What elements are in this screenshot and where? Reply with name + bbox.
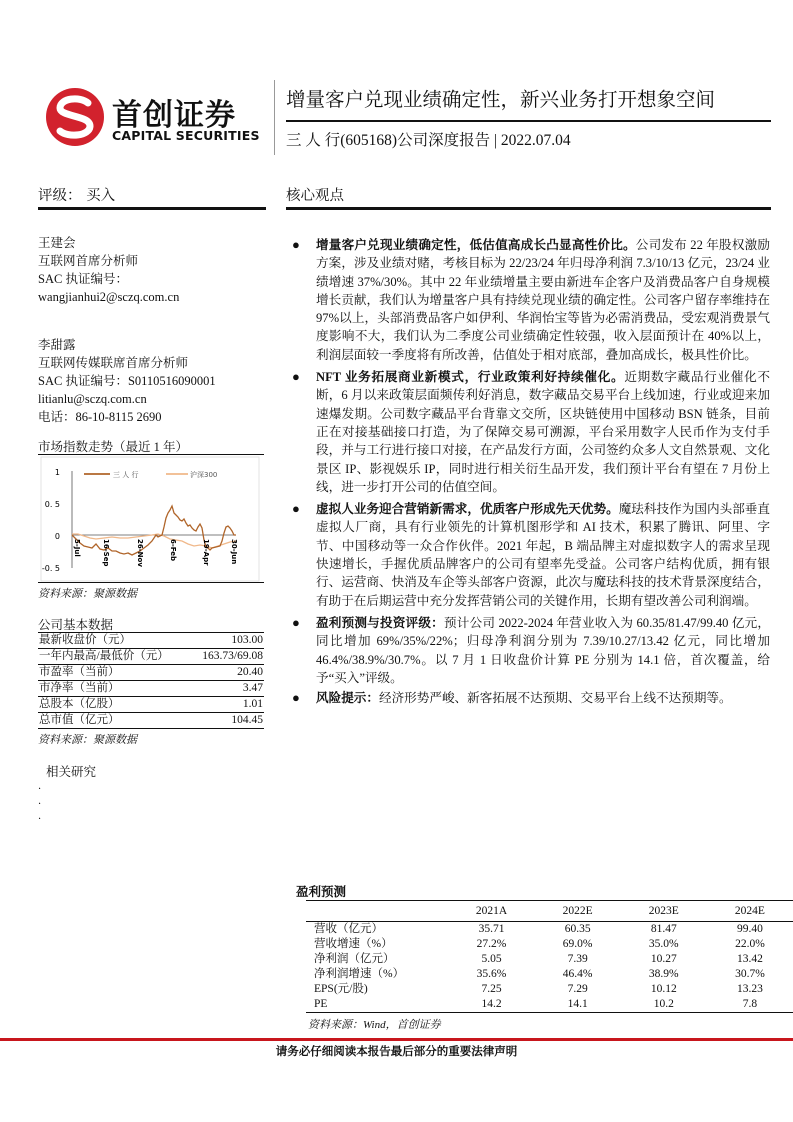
table-row bbox=[38, 713, 264, 729]
table-row bbox=[38, 697, 264, 713]
cell: 14.2 bbox=[448, 997, 534, 1013]
bullet-item bbox=[290, 500, 770, 610]
row-label: 营收（亿元） bbox=[314, 923, 383, 935]
rating-value: 买入 bbox=[86, 188, 116, 204]
bullet-dot-icon: ● bbox=[292, 501, 300, 517]
svg-text:19-Apr: 19-Apr bbox=[202, 539, 210, 566]
row-label: 净利润（亿元） bbox=[314, 953, 395, 965]
cell: 7.39 bbox=[567, 953, 588, 965]
cell: 35.0% bbox=[648, 938, 679, 950]
bullet-text: 经济形势严峻、新客拓展不达预期、交易平台上线不达预期等。 bbox=[378, 691, 732, 706]
cell: 35.6% bbox=[476, 968, 507, 980]
basic-data-table bbox=[38, 632, 264, 729]
cell: 81.47 bbox=[650, 923, 677, 935]
bullet-heading: 盈利预测与投资评级： bbox=[316, 615, 444, 630]
bullet-text: 魔珐科技作为国内头部垂直虚拟人厂商，具有行业领先的计算机图形学和 AI 技术，积累了腾讯、阿里、字节、中国移动等一众合作伙伴。2021 年起，B 端品牌主对虚拟数字人的需求呈现快速增长，手握优质品牌客户的公司有望率先受益。公司客户结构优质，拥有银行、运营商、快消及车企等头部客户资源，此次与魔珐科技的技术背景深度结合，有助于在后期运营中充分发挥营销公司的关键作用，长期有望改善公司利润端。 bbox=[316, 502, 771, 608]
bullet-item bbox=[290, 368, 770, 496]
cell: 10.27 bbox=[650, 953, 677, 965]
row-label: EPS(元/股) bbox=[314, 983, 368, 995]
row-label: 市净率（当前） bbox=[38, 681, 191, 697]
chart-source: 资料来源：聚源数据 bbox=[38, 588, 137, 600]
analyst-email[interactable]: wangjianhui2@sczq.com.cn bbox=[38, 290, 180, 304]
capital-securities-logo-icon bbox=[44, 86, 106, 148]
bullet-text: 公司发布 22 年股权激励方案，涉及业绩对赌，考核目标为 22/23/24 年归母净利润 7.3/10/13 亿元，23/24 业绩增速 37%/30%。其中 22 年业绩增量主要由新进车企客户及消费品客户自身规模增长贡献，我们认为增量客户具有持续兑现业绩的确定性。公司客户留存率维持在 97%以上，头部消费品客户如伊利、华润怡宝等皆为必需消费品，受宏观消费景气度影响不大，我们认为二季度公司业绩确定性较强，收入层面预计在 40%以上，利润层面较一季度将有所改善，估值处于相对底部，叠加高成长，极具性价比。 bbox=[316, 238, 771, 362]
row-value: 103.00 bbox=[191, 633, 264, 649]
svg-text:16-Sep: 16-Sep bbox=[102, 539, 110, 567]
row-label: 净利润增速（%） bbox=[314, 968, 405, 980]
row-label: 营收增速（%） bbox=[314, 938, 393, 950]
title-rule bbox=[286, 120, 771, 122]
cell: 7.25 bbox=[481, 983, 502, 995]
column-header bbox=[306, 901, 448, 922]
cell: 7.8 bbox=[707, 997, 793, 1013]
svg-text:0. 5: 0. 5 bbox=[44, 500, 60, 509]
bullet-dot-icon: ● bbox=[292, 369, 300, 385]
bullet-dot-icon: ● bbox=[292, 690, 300, 706]
analyst-sac: SAC 执证编号： bbox=[38, 272, 128, 286]
bullet-heading: 增量客户兑现业绩确定性，低估值高成长凸显高性价比。 bbox=[316, 238, 636, 252]
header-divider bbox=[274, 80, 275, 155]
bullet-heading: 风险提示： bbox=[316, 691, 379, 706]
table-row bbox=[306, 982, 793, 997]
analyst-name: 李甜露 bbox=[38, 338, 76, 352]
svg-text:5-Jul: 5-Jul bbox=[73, 539, 81, 557]
table-row bbox=[306, 952, 793, 967]
table-row bbox=[306, 937, 793, 952]
cell: 5.05 bbox=[481, 953, 502, 965]
row-label: PE bbox=[306, 997, 448, 1013]
analyst-sac: SAC 执证编号：S0110516090001 bbox=[38, 374, 216, 388]
cell: 14.1 bbox=[535, 997, 621, 1013]
footer-rule bbox=[0, 1038, 793, 1041]
cell: 69.0% bbox=[562, 938, 593, 950]
row-value: 20.40 bbox=[191, 665, 264, 681]
cell: 46.4% bbox=[562, 968, 593, 980]
column-header: 2021A bbox=[448, 901, 534, 922]
svg-text:三 人 行: 三 人 行 bbox=[113, 471, 139, 479]
row-value: 104.45 bbox=[191, 713, 264, 729]
forecast-source: 资料来源：Wind，首创证券 bbox=[308, 1019, 441, 1031]
analyst-phone: 电话：86-10-8115 2690 bbox=[38, 410, 162, 424]
cell: 22.0% bbox=[735, 938, 765, 950]
bullet-item bbox=[290, 689, 770, 707]
cell: 60.35 bbox=[564, 923, 591, 935]
row-value: 1.01 bbox=[191, 697, 264, 713]
svg-text:0: 0 bbox=[54, 532, 60, 541]
row-value: 163.73/69.08 bbox=[191, 649, 264, 665]
analyst-2 bbox=[38, 336, 216, 426]
cell: 13.23 bbox=[736, 983, 763, 995]
logo-english-name: CAPITAL SECURITIES bbox=[112, 128, 260, 143]
bullet-text: 预计公司 2022-2024 年营业收入为 60.35/81.47/99.40 亿元，同比增加 69%/35%/22%；归母净利润分别为 7.39/10.27/13.42 亿元，同比增加 46.4%/38.9%/30.7%。以 7 月 1 日收盘价计算 PE 分别为 14.1 倍，首次覆盖，给予“买入”评级。 bbox=[316, 615, 771, 685]
analyst-email[interactable]: litianlu@sczq.com.cn bbox=[38, 392, 147, 406]
cell: 38.9% bbox=[648, 968, 679, 980]
cell: 99.40 bbox=[736, 923, 763, 935]
column-header: 2023E bbox=[621, 901, 707, 922]
market-trend-chart bbox=[38, 454, 264, 583]
core-view-bullets bbox=[290, 236, 770, 707]
svg-text:1: 1 bbox=[54, 468, 60, 477]
bullet-heading: NFT 业务拓展商业新模式，行业政策利好持续催化。 bbox=[316, 370, 625, 385]
svg-text:6-Feb: 6-Feb bbox=[169, 539, 177, 562]
analyst-1 bbox=[38, 234, 179, 306]
analyst-role: 互联网首席分析师 bbox=[38, 254, 139, 268]
bullet-text: 近期数字藏品行业催化不断，6 月以来政策层面频传利好消息，数字藏品交易平台上线加速，行业或迎来加速爆发期。公司数字藏品平台背靠文交所，区块链使用中国移动 BSN 链条，目前正在对接基础接口打造，为了保障交易可溯源，平台采用数字人民币作为支付手段，并与工行进行接口对接，在产品发行方面，公司签约众多人文自然景观、文化景区 IP、影视娱乐 IP，同时进行相关衍生品开发，我们预计平台有望在 7 月份上线，进一步打开公司的估值空间。 bbox=[316, 370, 771, 494]
analyst-name: 王建会 bbox=[38, 236, 76, 250]
column-header: 2024E bbox=[707, 901, 793, 922]
cell: 10.12 bbox=[650, 983, 677, 995]
related-item[interactable]: · bbox=[38, 799, 42, 810]
cell: 10.2 bbox=[621, 997, 707, 1013]
chart-title: 市场指数走势（最近 1 年） bbox=[38, 440, 189, 454]
row-label: 总市值（亿元） bbox=[38, 713, 191, 729]
report-subtitle: 三 人 行(605168)公司深度报告 | 2022.07.04 bbox=[286, 132, 571, 149]
report-title: 增量客户兑现业绩确定性，新兴业务打开想象空间 bbox=[286, 88, 716, 111]
rating-label: 评级： bbox=[38, 188, 82, 204]
row-value: 3.47 bbox=[191, 681, 264, 697]
rating bbox=[38, 184, 115, 205]
cell: 35.71 bbox=[478, 923, 505, 935]
forecast-title: 盈利预测 bbox=[296, 884, 347, 899]
related-item[interactable]: · bbox=[38, 784, 42, 795]
forecast-table bbox=[306, 900, 793, 1013]
basic-data-title: 公司基本数据 bbox=[38, 618, 114, 632]
bullet-dot-icon: ● bbox=[292, 237, 300, 252]
logo-chinese-name: 首创证券 bbox=[112, 98, 236, 133]
svg-text:-0. 5: -0. 5 bbox=[41, 564, 60, 573]
table-header-row bbox=[306, 901, 793, 922]
table-row bbox=[38, 681, 264, 697]
svg-text:26-Nov: 26-Nov bbox=[136, 539, 144, 567]
core-view-title: 核心观点 bbox=[286, 188, 344, 204]
cell: 7.29 bbox=[567, 983, 588, 995]
company-logo bbox=[44, 84, 264, 150]
core-view-rule bbox=[286, 207, 771, 210]
chart-bottom-rule bbox=[38, 582, 264, 583]
row-label: 总股本（亿股） bbox=[38, 697, 191, 713]
rating-rule bbox=[38, 207, 266, 210]
bullet-heading: 虚拟人业务迎合营销新需求，优质客户形成先天优势。 bbox=[316, 502, 619, 517]
line-chart bbox=[38, 455, 264, 583]
related-item[interactable]: · bbox=[38, 814, 42, 825]
related-research-title: 相关研究 bbox=[46, 765, 97, 779]
row-label: 一年内最高/最低价（元） bbox=[38, 649, 191, 665]
cell: 30.7% bbox=[735, 968, 765, 980]
row-label: 最新收盘价（元） bbox=[38, 633, 191, 649]
table-row bbox=[38, 665, 264, 681]
table-row bbox=[306, 967, 793, 982]
table-row bbox=[38, 649, 264, 665]
bullet-dot-icon: ● bbox=[292, 614, 300, 630]
cell: 13.42 bbox=[736, 953, 763, 965]
legal-disclaimer-notice: 请务必仔细阅读本报告最后部分的重要法律声明 bbox=[275, 1044, 518, 1058]
table-row bbox=[306, 922, 793, 938]
analyst-role: 互联网传媒联席首席分析师 bbox=[38, 356, 189, 370]
svg-text:30-Jun: 30-Jun bbox=[230, 539, 238, 565]
row-label: 市盈率（当前） bbox=[38, 665, 191, 681]
related-research-list bbox=[38, 782, 41, 827]
cell: 27.2% bbox=[476, 938, 507, 950]
column-header: 2022E bbox=[535, 901, 621, 922]
bullet-item bbox=[290, 236, 770, 364]
basic-data-source: 资料来源：聚源数据 bbox=[38, 734, 137, 746]
svg-text:沪深300: 沪深300 bbox=[190, 471, 218, 479]
bullet-item bbox=[290, 614, 770, 687]
table-row bbox=[38, 633, 264, 649]
table-row bbox=[306, 997, 793, 1013]
